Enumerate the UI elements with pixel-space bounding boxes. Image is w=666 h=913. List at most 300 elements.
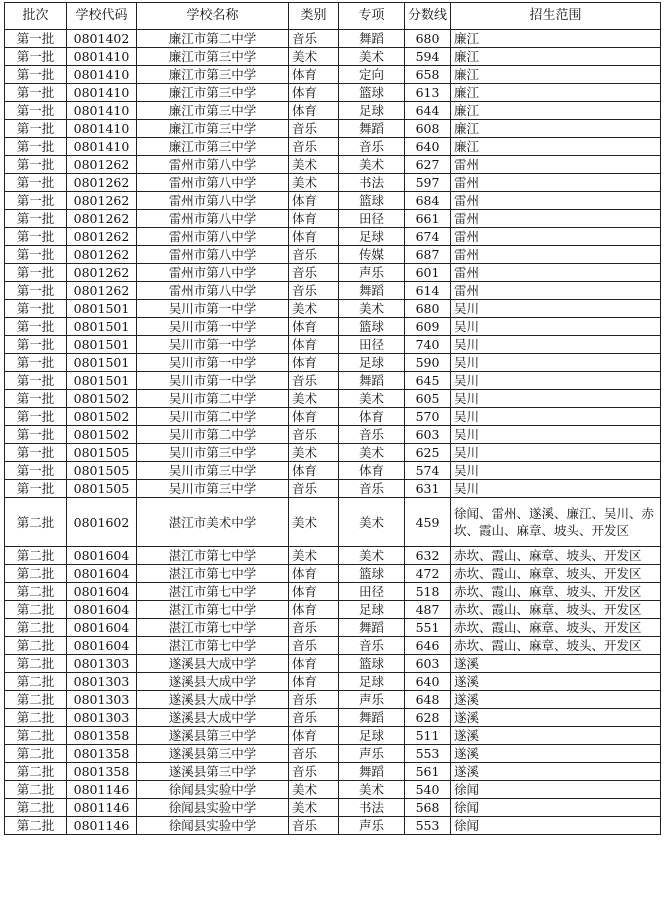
cell-score-line: 597 bbox=[405, 174, 451, 192]
cell-enrollment-range: 徐闻、雷州、遂溪、廉江、吴川、赤坎、霞山、麻章、坡头、开发区 bbox=[451, 498, 661, 547]
cell-score-line: 740 bbox=[405, 336, 451, 354]
cell-enrollment-range: 遂溪 bbox=[451, 655, 661, 673]
table-row bbox=[5, 601, 661, 619]
cell-score-line: 645 bbox=[405, 372, 451, 390]
cell-school-code: 0801262 bbox=[67, 192, 137, 210]
cell-school-code: 0801604 bbox=[67, 619, 137, 637]
cell-batch: 第一批 bbox=[5, 174, 67, 192]
cell-specialty: 体育 bbox=[339, 462, 405, 480]
cell-batch: 第二批 bbox=[5, 565, 67, 583]
cell-batch: 第一批 bbox=[5, 444, 67, 462]
cell-score-line: 551 bbox=[405, 619, 451, 637]
cell-specialty: 书法 bbox=[339, 174, 405, 192]
cell-school-code: 0801358 bbox=[67, 727, 137, 745]
cell-batch: 第二批 bbox=[5, 691, 67, 709]
cell-specialty: 声乐 bbox=[339, 691, 405, 709]
cell-category: 体育 bbox=[289, 84, 339, 102]
cell-school-name: 遂溪县大成中学 bbox=[137, 655, 289, 673]
cell-score-line: 625 bbox=[405, 444, 451, 462]
cell-school-code: 0801502 bbox=[67, 426, 137, 444]
cell-enrollment-range: 徐闻 bbox=[451, 781, 661, 799]
cell-school-name: 吴川市第二中学 bbox=[137, 390, 289, 408]
cell-batch: 第一批 bbox=[5, 228, 67, 246]
cell-school-code: 0801604 bbox=[67, 583, 137, 601]
table-row bbox=[5, 763, 661, 781]
table-row bbox=[5, 799, 661, 817]
admission-score-table bbox=[4, 2, 661, 835]
cell-school-name: 廉江市第三中学 bbox=[137, 84, 289, 102]
cell-batch: 第二批 bbox=[5, 817, 67, 835]
cell-category: 音乐 bbox=[289, 264, 339, 282]
cell-category: 音乐 bbox=[289, 637, 339, 655]
cell-enrollment-range: 吴川 bbox=[451, 480, 661, 498]
header-school-name: 学校名称 bbox=[137, 3, 289, 30]
table-row bbox=[5, 336, 661, 354]
table-row bbox=[5, 583, 661, 601]
cell-school-code: 0801262 bbox=[67, 210, 137, 228]
cell-school-name: 吴川市第一中学 bbox=[137, 336, 289, 354]
cell-category: 体育 bbox=[289, 565, 339, 583]
cell-school-name: 徐闻县实验中学 bbox=[137, 799, 289, 817]
cell-school-code: 0801146 bbox=[67, 799, 137, 817]
table-row bbox=[5, 462, 661, 480]
cell-category: 美术 bbox=[289, 48, 339, 66]
cell-category: 体育 bbox=[289, 318, 339, 336]
cell-score-line: 613 bbox=[405, 84, 451, 102]
cell-batch: 第一批 bbox=[5, 300, 67, 318]
cell-batch: 第一批 bbox=[5, 138, 67, 156]
cell-specialty: 篮球 bbox=[339, 655, 405, 673]
cell-enrollment-range: 廉江 bbox=[451, 66, 661, 84]
cell-batch: 第一批 bbox=[5, 390, 67, 408]
cell-score-line: 640 bbox=[405, 138, 451, 156]
cell-batch: 第一批 bbox=[5, 48, 67, 66]
cell-school-name: 雷州市第八中学 bbox=[137, 174, 289, 192]
cell-score-line: 574 bbox=[405, 462, 451, 480]
cell-specialty: 足球 bbox=[339, 102, 405, 120]
table-row bbox=[5, 300, 661, 318]
table-row bbox=[5, 637, 661, 655]
cell-specialty: 传媒 bbox=[339, 246, 405, 264]
cell-batch: 第二批 bbox=[5, 619, 67, 637]
cell-category: 体育 bbox=[289, 336, 339, 354]
table-row bbox=[5, 426, 661, 444]
cell-batch: 第二批 bbox=[5, 498, 67, 547]
cell-category: 体育 bbox=[289, 727, 339, 745]
cell-category: 体育 bbox=[289, 673, 339, 691]
cell-school-name: 廉江市第三中学 bbox=[137, 66, 289, 84]
cell-specialty: 篮球 bbox=[339, 84, 405, 102]
cell-category: 音乐 bbox=[289, 691, 339, 709]
cell-specialty: 篮球 bbox=[339, 192, 405, 210]
cell-batch: 第二批 bbox=[5, 727, 67, 745]
table-row bbox=[5, 691, 661, 709]
cell-school-code: 0801505 bbox=[67, 444, 137, 462]
cell-batch: 第一批 bbox=[5, 336, 67, 354]
header-school-code: 学校代码 bbox=[67, 3, 137, 30]
cell-score-line: 628 bbox=[405, 709, 451, 727]
cell-school-name: 湛江市第七中学 bbox=[137, 601, 289, 619]
cell-batch: 第一批 bbox=[5, 246, 67, 264]
cell-specialty: 声乐 bbox=[339, 264, 405, 282]
cell-school-name: 徐闻县实验中学 bbox=[137, 817, 289, 835]
cell-enrollment-range: 吴川 bbox=[451, 462, 661, 480]
cell-category: 音乐 bbox=[289, 120, 339, 138]
cell-enrollment-range: 徐闻 bbox=[451, 799, 661, 817]
cell-score-line: 614 bbox=[405, 282, 451, 300]
cell-score-line: 561 bbox=[405, 763, 451, 781]
cell-specialty: 田径 bbox=[339, 583, 405, 601]
cell-category: 美术 bbox=[289, 547, 339, 565]
cell-school-code: 0801502 bbox=[67, 390, 137, 408]
cell-school-name: 吴川市第一中学 bbox=[137, 300, 289, 318]
cell-batch: 第二批 bbox=[5, 601, 67, 619]
cell-batch: 第一批 bbox=[5, 462, 67, 480]
cell-specialty: 美术 bbox=[339, 444, 405, 462]
cell-batch: 第一批 bbox=[5, 372, 67, 390]
table-body bbox=[5, 30, 661, 835]
table-row bbox=[5, 372, 661, 390]
cell-enrollment-range: 遂溪 bbox=[451, 673, 661, 691]
cell-school-code: 0801501 bbox=[67, 354, 137, 372]
cell-school-name: 雷州市第八中学 bbox=[137, 282, 289, 300]
cell-school-name: 雷州市第八中学 bbox=[137, 228, 289, 246]
cell-school-code: 0801303 bbox=[67, 709, 137, 727]
cell-specialty: 足球 bbox=[339, 673, 405, 691]
cell-score-line: 646 bbox=[405, 637, 451, 655]
table-row bbox=[5, 210, 661, 228]
cell-enrollment-range: 雷州 bbox=[451, 282, 661, 300]
table-row bbox=[5, 655, 661, 673]
cell-school-name: 吴川市第二中学 bbox=[137, 408, 289, 426]
table-row bbox=[5, 619, 661, 637]
table-row bbox=[5, 408, 661, 426]
cell-enrollment-range: 吴川 bbox=[451, 426, 661, 444]
cell-score-line: 459 bbox=[405, 498, 451, 547]
cell-school-code: 0801502 bbox=[67, 408, 137, 426]
cell-batch: 第一批 bbox=[5, 354, 67, 372]
cell-enrollment-range: 吴川 bbox=[451, 318, 661, 336]
cell-enrollment-range: 廉江 bbox=[451, 30, 661, 48]
cell-score-line: 603 bbox=[405, 655, 451, 673]
cell-batch: 第二批 bbox=[5, 709, 67, 727]
table-row bbox=[5, 84, 661, 102]
cell-score-line: 687 bbox=[405, 246, 451, 264]
cell-enrollment-range: 赤坎、霞山、麻章、坡头、开发区 bbox=[451, 565, 661, 583]
cell-score-line: 570 bbox=[405, 408, 451, 426]
table-row bbox=[5, 102, 661, 120]
table-row bbox=[5, 156, 661, 174]
table-row bbox=[5, 673, 661, 691]
cell-batch: 第一批 bbox=[5, 120, 67, 138]
cell-specialty: 体育 bbox=[339, 408, 405, 426]
cell-school-name: 廉江市第三中学 bbox=[137, 120, 289, 138]
cell-school-code: 0801358 bbox=[67, 763, 137, 781]
cell-school-code: 0801262 bbox=[67, 174, 137, 192]
table-row bbox=[5, 547, 661, 565]
table-row bbox=[5, 192, 661, 210]
table-row bbox=[5, 817, 661, 835]
cell-batch: 第一批 bbox=[5, 30, 67, 48]
cell-school-code: 0801146 bbox=[67, 817, 137, 835]
cell-batch: 第一批 bbox=[5, 480, 67, 498]
cell-specialty: 篮球 bbox=[339, 565, 405, 583]
cell-enrollment-range: 遂溪 bbox=[451, 709, 661, 727]
cell-specialty: 美术 bbox=[339, 156, 405, 174]
table-row bbox=[5, 48, 661, 66]
table-row bbox=[5, 781, 661, 799]
cell-enrollment-range: 雷州 bbox=[451, 174, 661, 192]
cell-specialty: 声乐 bbox=[339, 817, 405, 835]
table-row bbox=[5, 228, 661, 246]
cell-specialty: 足球 bbox=[339, 601, 405, 619]
cell-category: 音乐 bbox=[289, 426, 339, 444]
cell-school-code: 0801146 bbox=[67, 781, 137, 799]
cell-school-code: 0801602 bbox=[67, 498, 137, 547]
cell-specialty: 音乐 bbox=[339, 480, 405, 498]
cell-enrollment-range: 雷州 bbox=[451, 228, 661, 246]
cell-enrollment-range: 廉江 bbox=[451, 138, 661, 156]
cell-specialty: 舞蹈 bbox=[339, 709, 405, 727]
cell-category: 美术 bbox=[289, 444, 339, 462]
table-row bbox=[5, 66, 661, 84]
cell-specialty: 舞蹈 bbox=[339, 372, 405, 390]
cell-score-line: 601 bbox=[405, 264, 451, 282]
cell-batch: 第一批 bbox=[5, 282, 67, 300]
cell-category: 美术 bbox=[289, 781, 339, 799]
cell-school-code: 0801410 bbox=[67, 66, 137, 84]
cell-batch: 第二批 bbox=[5, 799, 67, 817]
cell-category: 体育 bbox=[289, 102, 339, 120]
cell-specialty: 田径 bbox=[339, 210, 405, 228]
cell-school-name: 雷州市第八中学 bbox=[137, 156, 289, 174]
cell-enrollment-range: 遂溪 bbox=[451, 727, 661, 745]
cell-specialty: 美术 bbox=[339, 48, 405, 66]
cell-batch: 第一批 bbox=[5, 318, 67, 336]
cell-category: 音乐 bbox=[289, 246, 339, 264]
cell-score-line: 640 bbox=[405, 673, 451, 691]
cell-category: 体育 bbox=[289, 354, 339, 372]
cell-school-name: 廉江市第三中学 bbox=[137, 48, 289, 66]
cell-enrollment-range: 吴川 bbox=[451, 354, 661, 372]
cell-school-name: 雷州市第八中学 bbox=[137, 264, 289, 282]
cell-school-name: 吴川市第一中学 bbox=[137, 354, 289, 372]
table-row bbox=[5, 354, 661, 372]
cell-score-line: 511 bbox=[405, 727, 451, 745]
cell-specialty: 篮球 bbox=[339, 318, 405, 336]
cell-school-code: 0801402 bbox=[67, 30, 137, 48]
cell-school-code: 0801505 bbox=[67, 480, 137, 498]
cell-enrollment-range: 雷州 bbox=[451, 210, 661, 228]
cell-category: 音乐 bbox=[289, 817, 339, 835]
cell-category: 美术 bbox=[289, 174, 339, 192]
cell-category: 音乐 bbox=[289, 372, 339, 390]
cell-score-line: 680 bbox=[405, 30, 451, 48]
cell-specialty: 书法 bbox=[339, 799, 405, 817]
cell-specialty: 声乐 bbox=[339, 745, 405, 763]
table-header-row bbox=[5, 3, 661, 30]
cell-specialty: 音乐 bbox=[339, 637, 405, 655]
cell-school-name: 湛江市第七中学 bbox=[137, 637, 289, 655]
cell-enrollment-range: 赤坎、霞山、麻章、坡头、开发区 bbox=[451, 601, 661, 619]
cell-enrollment-range: 雷州 bbox=[451, 246, 661, 264]
cell-category: 美术 bbox=[289, 390, 339, 408]
cell-school-code: 0801410 bbox=[67, 102, 137, 120]
cell-batch: 第二批 bbox=[5, 547, 67, 565]
cell-score-line: 680 bbox=[405, 300, 451, 318]
cell-specialty: 舞蹈 bbox=[339, 30, 405, 48]
header-score-line: 分数线 bbox=[405, 3, 451, 30]
cell-score-line: 631 bbox=[405, 480, 451, 498]
table-row bbox=[5, 709, 661, 727]
cell-specialty: 足球 bbox=[339, 228, 405, 246]
cell-school-code: 0801501 bbox=[67, 318, 137, 336]
cell-enrollment-range: 赤坎、霞山、麻章、坡头、开发区 bbox=[451, 637, 661, 655]
cell-enrollment-range: 廉江 bbox=[451, 120, 661, 138]
cell-enrollment-range: 雷州 bbox=[451, 192, 661, 210]
cell-enrollment-range: 赤坎、霞山、麻章、坡头、开发区 bbox=[451, 619, 661, 637]
cell-category: 美术 bbox=[289, 300, 339, 318]
table-row bbox=[5, 264, 661, 282]
cell-category: 音乐 bbox=[289, 763, 339, 781]
cell-batch: 第二批 bbox=[5, 637, 67, 655]
cell-school-code: 0801262 bbox=[67, 282, 137, 300]
cell-school-name: 徐闻县实验中学 bbox=[137, 781, 289, 799]
cell-batch: 第一批 bbox=[5, 102, 67, 120]
cell-batch: 第一批 bbox=[5, 156, 67, 174]
cell-category: 体育 bbox=[289, 462, 339, 480]
cell-school-code: 0801262 bbox=[67, 264, 137, 282]
header-specialty: 专项 bbox=[339, 3, 405, 30]
cell-score-line: 472 bbox=[405, 565, 451, 583]
cell-school-name: 遂溪县大成中学 bbox=[137, 691, 289, 709]
cell-category: 音乐 bbox=[289, 619, 339, 637]
table-row bbox=[5, 745, 661, 763]
cell-category: 体育 bbox=[289, 583, 339, 601]
cell-category: 美术 bbox=[289, 156, 339, 174]
cell-enrollment-range: 遂溪 bbox=[451, 691, 661, 709]
cell-batch: 第二批 bbox=[5, 655, 67, 673]
cell-category: 音乐 bbox=[289, 138, 339, 156]
cell-school-name: 遂溪县第三中学 bbox=[137, 763, 289, 781]
cell-score-line: 658 bbox=[405, 66, 451, 84]
cell-specialty: 田径 bbox=[339, 336, 405, 354]
cell-specialty: 音乐 bbox=[339, 426, 405, 444]
cell-school-code: 0801358 bbox=[67, 745, 137, 763]
cell-category: 体育 bbox=[289, 210, 339, 228]
header-batch: 批次 bbox=[5, 3, 67, 30]
cell-school-code: 0801604 bbox=[67, 547, 137, 565]
cell-category: 体育 bbox=[289, 228, 339, 246]
cell-batch: 第一批 bbox=[5, 264, 67, 282]
cell-score-line: 648 bbox=[405, 691, 451, 709]
cell-school-name: 吴川市第三中学 bbox=[137, 480, 289, 498]
cell-score-line: 590 bbox=[405, 354, 451, 372]
cell-category: 体育 bbox=[289, 601, 339, 619]
header-category: 类别 bbox=[289, 3, 339, 30]
cell-school-name: 湛江市第七中学 bbox=[137, 583, 289, 601]
cell-school-name: 吴川市第三中学 bbox=[137, 462, 289, 480]
cell-school-code: 0801410 bbox=[67, 138, 137, 156]
cell-school-name: 雷州市第八中学 bbox=[137, 246, 289, 264]
cell-score-line: 644 bbox=[405, 102, 451, 120]
table-row bbox=[5, 282, 661, 300]
cell-school-code: 0801604 bbox=[67, 637, 137, 655]
cell-category: 美术 bbox=[289, 498, 339, 547]
cell-school-name: 湛江市第七中学 bbox=[137, 547, 289, 565]
cell-school-code: 0801262 bbox=[67, 228, 137, 246]
cell-score-line: 553 bbox=[405, 817, 451, 835]
cell-score-line: 594 bbox=[405, 48, 451, 66]
cell-specialty: 音乐 bbox=[339, 138, 405, 156]
cell-enrollment-range: 徐闻 bbox=[451, 817, 661, 835]
cell-specialty: 舞蹈 bbox=[339, 619, 405, 637]
cell-school-name: 吴川市第一中学 bbox=[137, 372, 289, 390]
cell-school-code: 0801501 bbox=[67, 372, 137, 390]
cell-score-line: 674 bbox=[405, 228, 451, 246]
cell-school-name: 湛江市美术中学 bbox=[137, 498, 289, 547]
cell-batch: 第一批 bbox=[5, 84, 67, 102]
cell-enrollment-range: 吴川 bbox=[451, 390, 661, 408]
cell-school-name: 吴川市第二中学 bbox=[137, 426, 289, 444]
cell-school-name: 湛江市第七中学 bbox=[137, 565, 289, 583]
cell-specialty: 定向 bbox=[339, 66, 405, 84]
cell-score-line: 568 bbox=[405, 799, 451, 817]
cell-enrollment-range: 吴川 bbox=[451, 444, 661, 462]
cell-specialty: 足球 bbox=[339, 354, 405, 372]
cell-category: 音乐 bbox=[289, 30, 339, 48]
table-row bbox=[5, 498, 661, 547]
cell-school-code: 0801604 bbox=[67, 601, 137, 619]
cell-school-name: 湛江市第七中学 bbox=[137, 619, 289, 637]
table-row bbox=[5, 138, 661, 156]
cell-school-code: 0801303 bbox=[67, 673, 137, 691]
cell-enrollment-range: 吴川 bbox=[451, 336, 661, 354]
cell-specialty: 美术 bbox=[339, 300, 405, 318]
cell-school-name: 遂溪县大成中学 bbox=[137, 673, 289, 691]
cell-enrollment-range: 吴川 bbox=[451, 372, 661, 390]
cell-score-line: 540 bbox=[405, 781, 451, 799]
cell-batch: 第一批 bbox=[5, 210, 67, 228]
cell-batch: 第二批 bbox=[5, 673, 67, 691]
cell-school-code: 0801262 bbox=[67, 246, 137, 264]
cell-score-line: 632 bbox=[405, 547, 451, 565]
cell-school-code: 0801410 bbox=[67, 84, 137, 102]
cell-batch: 第二批 bbox=[5, 583, 67, 601]
cell-batch: 第一批 bbox=[5, 408, 67, 426]
cell-score-line: 487 bbox=[405, 601, 451, 619]
cell-enrollment-range: 雷州 bbox=[451, 264, 661, 282]
table-row bbox=[5, 444, 661, 462]
cell-school-name: 遂溪县第三中学 bbox=[137, 727, 289, 745]
cell-enrollment-range: 吴川 bbox=[451, 408, 661, 426]
cell-enrollment-range: 遂溪 bbox=[451, 763, 661, 781]
cell-score-line: 605 bbox=[405, 390, 451, 408]
cell-school-name: 吴川市第三中学 bbox=[137, 444, 289, 462]
cell-enrollment-range: 廉江 bbox=[451, 48, 661, 66]
cell-school-code: 0801303 bbox=[67, 655, 137, 673]
cell-school-name: 廉江市第三中学 bbox=[137, 138, 289, 156]
cell-category: 音乐 bbox=[289, 480, 339, 498]
table-row bbox=[5, 246, 661, 264]
cell-school-code: 0801262 bbox=[67, 156, 137, 174]
cell-school-code: 0801501 bbox=[67, 300, 137, 318]
table-row bbox=[5, 174, 661, 192]
cell-school-code: 0801410 bbox=[67, 48, 137, 66]
cell-score-line: 603 bbox=[405, 426, 451, 444]
cell-school-name: 吴川市第一中学 bbox=[137, 318, 289, 336]
cell-enrollment-range: 赤坎、霞山、麻章、坡头、开发区 bbox=[451, 583, 661, 601]
